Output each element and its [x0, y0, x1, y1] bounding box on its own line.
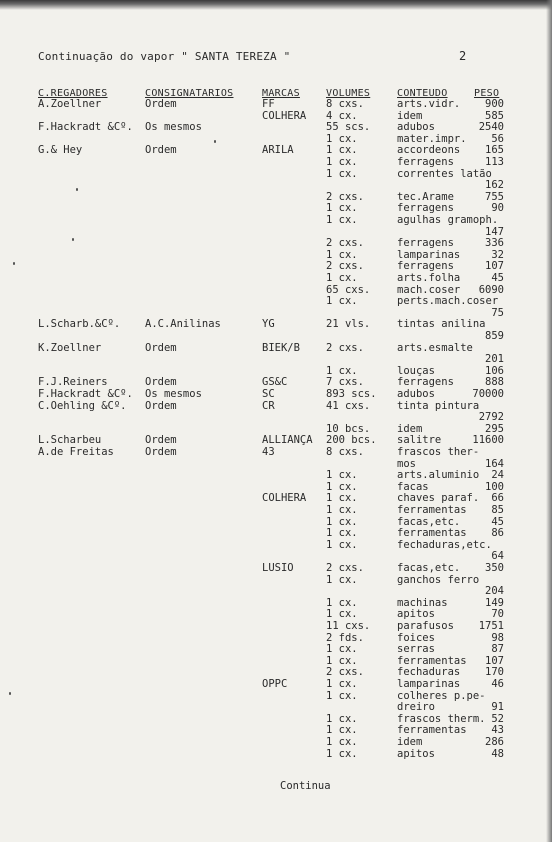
consignatario-cell: Ordem — [145, 376, 177, 389]
carregador-cell: L.Scharb.&Cº. — [38, 318, 121, 331]
volumes-cell: 200 bcs. — [326, 434, 377, 447]
table-row — [0, 110, 552, 122]
table-row — [0, 318, 552, 330]
volumes-cell: 1 cx. — [326, 480, 358, 493]
peso-cell: 2792 — [478, 411, 504, 424]
peso-cell: 46 — [491, 678, 504, 690]
carregador-cell: F.J.Reiners — [38, 376, 108, 389]
table-row — [0, 666, 552, 678]
marcas-cell: CR — [262, 399, 275, 412]
volumes-cell: 2 cxs. — [326, 260, 364, 273]
peso-cell: 43 — [491, 724, 504, 737]
conteudo-cell: ferramentas — [397, 724, 467, 737]
carregador-cell: L.Scharbeu — [38, 434, 102, 447]
marcas-cell: OPPC — [262, 678, 288, 690]
conteudo-cell: chaves paraf. — [397, 492, 480, 505]
volumes-cell: 1 cx. — [326, 736, 358, 748]
conteudo-cell: facas — [397, 480, 429, 493]
consignatario-cell: Ordem — [145, 399, 177, 412]
volumes-cell: 893 scs. — [326, 388, 377, 400]
header-consignatarios: CONSIGNATARIOS — [145, 88, 234, 99]
volumes-cell: 2 cxs. — [326, 190, 364, 203]
conteudo-cell: facas,etc. — [397, 515, 461, 528]
table-row — [0, 202, 552, 214]
volumes-cell: 11 cxs. — [326, 620, 371, 632]
peso-cell: 286 — [485, 736, 504, 748]
peso-cell: 113 — [485, 156, 504, 168]
volumes-cell: 21 vls. — [326, 318, 371, 331]
table-row — [0, 562, 552, 574]
table-row — [0, 330, 552, 342]
conteudo-cell: adubos — [397, 121, 435, 134]
volumes-cell: 1 cx. — [326, 712, 358, 725]
conteudo-cell: tec.Arame — [397, 190, 454, 203]
volumes-cell: 1 cx. — [326, 144, 358, 157]
volumes-cell: 65 cxs. — [326, 283, 371, 296]
table-row — [0, 690, 552, 702]
table-row — [0, 701, 552, 713]
peso-cell: 64 — [491, 550, 504, 563]
marcas-cell: BIEK/B — [262, 341, 300, 354]
conteudo-cell: idem — [397, 422, 423, 435]
consignatario-cell: Os mesmos — [145, 121, 202, 134]
peso-cell: 585 — [485, 109, 504, 122]
table-row — [0, 342, 552, 354]
carregador-cell: C.Oehling &Cº. — [38, 399, 127, 412]
continua-footer: Continua — [280, 780, 331, 792]
conteudo-cell: arts.folha — [397, 272, 461, 284]
peso-cell: 56 — [491, 132, 504, 145]
peso-cell: 147 — [485, 225, 504, 238]
conteudo-cell: fechaduras — [397, 666, 461, 679]
volumes-cell: 4 cx. — [326, 109, 358, 122]
consignatario-cell: Ordem — [145, 446, 177, 458]
marcas-cell: YG — [262, 318, 275, 331]
peso-cell: 90 — [491, 202, 504, 215]
marcas-cell: LUSIO — [262, 562, 294, 574]
header-peso: PESO — [474, 88, 500, 99]
conteudo-cell: ferragens — [397, 376, 454, 389]
conteudo-cell: ferramentas — [397, 504, 467, 516]
conteudo-cell: apitos — [397, 747, 435, 760]
marcas-cell: ARILA — [262, 144, 294, 157]
peso-cell: 2540 — [478, 121, 504, 134]
volumes-cell: 1 cx. — [326, 527, 358, 540]
peso-cell: 164 — [485, 457, 504, 470]
table-row — [0, 400, 552, 412]
volumes-cell: 1 cx. — [326, 654, 358, 667]
table-row — [0, 133, 552, 145]
consignatario-cell: A.C.Anilinas — [145, 318, 221, 331]
table-row — [0, 527, 552, 539]
conteudo-cell: ferragens — [397, 202, 454, 215]
table-row — [0, 237, 552, 249]
peso-cell: 165 — [485, 144, 504, 157]
volumes-cell: 55 scs. — [326, 121, 371, 134]
table-row — [0, 144, 552, 156]
table-row — [0, 307, 552, 319]
volumes-cell: 1 cx. — [326, 202, 358, 215]
table-row — [0, 121, 552, 133]
conteudo-cell: arts.vidr. — [397, 98, 461, 110]
peso-cell: 107 — [485, 654, 504, 667]
volumes-cell: 1 cx. — [326, 504, 358, 516]
peso-cell: 350 — [485, 562, 504, 574]
volumes-cell: 1 cx. — [326, 678, 358, 690]
volumes-cell: 1 cx. — [326, 167, 358, 180]
conteudo-cell: lamparinas — [397, 248, 461, 261]
table-row — [0, 365, 552, 377]
conteudo-cell: colheres p.pe- — [397, 689, 486, 702]
table-row — [0, 492, 552, 504]
table-row — [0, 191, 552, 203]
peso-cell: 107 — [485, 260, 504, 273]
conteudo-cell: tintas anilina — [397, 318, 486, 331]
marcas-cell: COLHERA — [262, 109, 307, 122]
conteudo-cell: adubos — [397, 388, 435, 400]
peso-cell: 52 — [491, 712, 504, 725]
peso-cell: 900 — [485, 98, 504, 110]
table-row — [0, 516, 552, 528]
volumes-cell: 1 cx. — [326, 248, 358, 261]
table-row — [0, 411, 552, 423]
table-row — [0, 423, 552, 435]
consignatario-cell: Ordem — [145, 434, 177, 447]
peso-cell: 11600 — [472, 434, 504, 447]
volumes-cell: 1 cx. — [326, 608, 358, 621]
volumes-cell: 1 cx. — [326, 596, 358, 609]
table-row — [0, 458, 552, 470]
carregador-cell: K.Zoellner — [38, 341, 102, 354]
peso-cell: 75 — [491, 306, 504, 319]
conteudo-cell: mos — [397, 457, 416, 470]
table-row — [0, 353, 552, 365]
marcas-cell: ALLIANÇA — [262, 434, 313, 447]
peso-cell: 45 — [491, 272, 504, 284]
conteudo-cell: ferramentas — [397, 654, 467, 667]
table-row — [0, 574, 552, 586]
header-conteudo: CONTEUDO — [397, 88, 448, 99]
peso-cell: 100 — [485, 480, 504, 493]
table-row — [0, 469, 552, 481]
header-carregadores: C.REGADORES — [38, 88, 108, 99]
table-row — [0, 585, 552, 597]
table-row — [0, 388, 552, 400]
peso-cell: 91 — [491, 701, 504, 714]
volumes-cell: 1 cx. — [326, 469, 358, 482]
volumes-cell: 2 cxs. — [326, 237, 364, 250]
conteudo-cell: arts.esmalte — [397, 341, 473, 354]
header-marcas: MARCAS — [262, 88, 300, 99]
conteudo-cell: arts.aluminio — [397, 469, 480, 482]
volumes-cell: 1 cx. — [326, 295, 358, 308]
volumes-cell: 1 cx. — [326, 132, 358, 145]
marcas-cell: GS&C — [262, 376, 288, 389]
volumes-cell: 1 cx. — [326, 538, 358, 551]
table-row — [0, 713, 552, 725]
marcas-cell: SC — [262, 388, 275, 400]
conteudo-cell: lamparinas — [397, 678, 461, 690]
volumes-cell: 1 cx. — [326, 515, 358, 528]
conteudo-cell: machinas — [397, 596, 448, 609]
table-row — [0, 620, 552, 632]
conteudo-cell: facas,etc. — [397, 562, 461, 574]
conteudo-cell: apitos — [397, 608, 435, 621]
volumes-cell: 1 cx. — [326, 724, 358, 737]
peso-cell: 201 — [485, 353, 504, 366]
peso-cell: 24 — [491, 469, 504, 482]
peso-cell: 162 — [485, 179, 504, 192]
peso-cell: 70000 — [472, 388, 504, 400]
table-row — [0, 272, 552, 284]
conteudo-cell: mater.impr. — [397, 132, 467, 145]
table-row — [0, 214, 552, 226]
carregador-cell: A.de Freitas — [38, 446, 114, 458]
conteudo-cell: ganchos ferro — [397, 573, 480, 586]
peso-cell: 85 — [491, 504, 504, 516]
marcas-cell: COLHERA — [262, 492, 307, 505]
volumes-cell: 1 cx. — [326, 156, 358, 168]
conteudo-cell: louças — [397, 364, 435, 377]
peso-cell: 1751 — [478, 620, 504, 632]
page-number: 2 — [459, 49, 467, 63]
conteudo-cell: frascos ther- — [397, 446, 480, 458]
carregador-cell: A.Zoellner — [38, 98, 102, 110]
table-row — [0, 736, 552, 748]
conteudo-cell: serras — [397, 643, 435, 656]
peso-cell: 98 — [491, 631, 504, 644]
table-row — [0, 748, 552, 760]
peso-cell: 888 — [485, 376, 504, 389]
peso-cell: 859 — [485, 330, 504, 342]
peso-cell: 66 — [491, 492, 504, 505]
peso-cell: 106 — [485, 364, 504, 377]
volumes-cell: 1 cx. — [326, 364, 358, 377]
peso-cell: 204 — [485, 585, 504, 598]
table-row — [0, 168, 552, 180]
peso-cell: 86 — [491, 527, 504, 540]
table-row — [0, 446, 552, 458]
conteudo-cell: agulhas gramoph. — [397, 214, 499, 226]
table-row — [0, 226, 552, 238]
conteudo-cell: idem — [397, 736, 423, 748]
volumes-cell: 2 cxs. — [326, 562, 364, 574]
table-row — [0, 608, 552, 620]
peso-cell: 48 — [491, 747, 504, 760]
table-row — [0, 643, 552, 655]
conteudo-cell: mach.coser — [397, 283, 461, 296]
consignatario-cell: Ordem — [145, 341, 177, 354]
consignatario-cell: Ordem — [145, 144, 177, 157]
table-row — [0, 156, 552, 168]
volumes-cell: 1 cx. — [326, 747, 358, 760]
conteudo-cell: dreiro — [397, 701, 435, 714]
table-row — [0, 504, 552, 516]
volumes-cell: 1 cx. — [326, 492, 358, 505]
conteudo-cell: ferragens — [397, 237, 454, 250]
table-row — [0, 597, 552, 609]
conteudo-cell: idem — [397, 109, 423, 122]
carregador-cell: G.& Hey — [38, 144, 83, 157]
conteudo-cell: tinta pintura — [397, 399, 480, 412]
volumes-cell: 2 cxs. — [326, 341, 364, 354]
peso-cell: 170 — [485, 666, 504, 679]
volumes-cell: 10 bcs. — [326, 422, 371, 435]
table-row — [0, 179, 552, 191]
table-row — [0, 678, 552, 690]
peso-cell: 295 — [485, 422, 504, 435]
volumes-cell: 2 fds. — [326, 631, 364, 644]
carregador-cell: F.Hackradt &Cº. — [38, 388, 133, 400]
consignatario-cell: Os mesmos — [145, 388, 202, 400]
conteudo-cell: ferramentas — [397, 527, 467, 540]
conteudo-cell: correntes latão — [397, 167, 492, 180]
peso-cell: 32 — [491, 248, 504, 261]
volumes-cell: 8 cxs. — [326, 98, 364, 110]
table-row — [0, 550, 552, 562]
peso-cell: 87 — [491, 643, 504, 656]
table-row — [0, 724, 552, 736]
table-row — [0, 249, 552, 261]
peso-cell: 45 — [491, 515, 504, 528]
table-row — [0, 434, 552, 446]
carregador-cell: F.Hackradt &Cº. — [38, 121, 133, 134]
scan-top-edge — [0, 0, 552, 10]
table-row — [0, 655, 552, 667]
volumes-cell: 1 cx. — [326, 214, 358, 226]
volumes-cell: 7 cxs. — [326, 376, 364, 389]
table-row — [0, 295, 552, 307]
conteudo-cell: ferragens — [397, 156, 454, 168]
peso-cell: 149 — [485, 596, 504, 609]
conteudo-cell: ferragens — [397, 260, 454, 273]
table-row — [0, 98, 552, 110]
conteudo-cell: fechaduras,etc. — [397, 538, 492, 551]
conteudo-cell: foices — [397, 631, 435, 644]
peso-cell: 6090 — [478, 283, 504, 296]
volumes-cell: 1 cx. — [326, 689, 358, 702]
table-row — [0, 260, 552, 272]
marcas-cell: FF — [262, 98, 275, 110]
volumes-cell: 1 cx. — [326, 272, 358, 284]
conteudo-cell: accordeons — [397, 144, 461, 157]
volumes-cell: 2 cxs. — [326, 666, 364, 679]
volumes-cell: 1 cx. — [326, 643, 358, 656]
table-row — [0, 539, 552, 551]
header-volumes: VOLUMES — [326, 88, 371, 99]
peso-cell: 336 — [485, 237, 504, 250]
document-title: Continuação do vapor " SANTA TEREZA " — [38, 50, 291, 63]
volumes-cell: 41 cxs. — [326, 399, 371, 412]
peso-cell: 755 — [485, 190, 504, 203]
table-row — [0, 632, 552, 644]
table-row — [0, 376, 552, 388]
consignatario-cell: Ordem — [145, 98, 177, 110]
volumes-cell: 1 cx. — [326, 573, 358, 586]
conteudo-cell: salitre — [397, 434, 442, 447]
conteudo-cell: parafusos — [397, 620, 454, 632]
volumes-cell: 8 cxs. — [326, 446, 364, 458]
table-row — [0, 284, 552, 296]
conteudo-cell: perts.mach.coser — [397, 295, 499, 308]
marcas-cell: 43 — [262, 446, 275, 458]
table-row — [0, 481, 552, 493]
conteudo-cell: frascos therm. — [397, 712, 486, 725]
peso-cell: 70 — [491, 608, 504, 621]
